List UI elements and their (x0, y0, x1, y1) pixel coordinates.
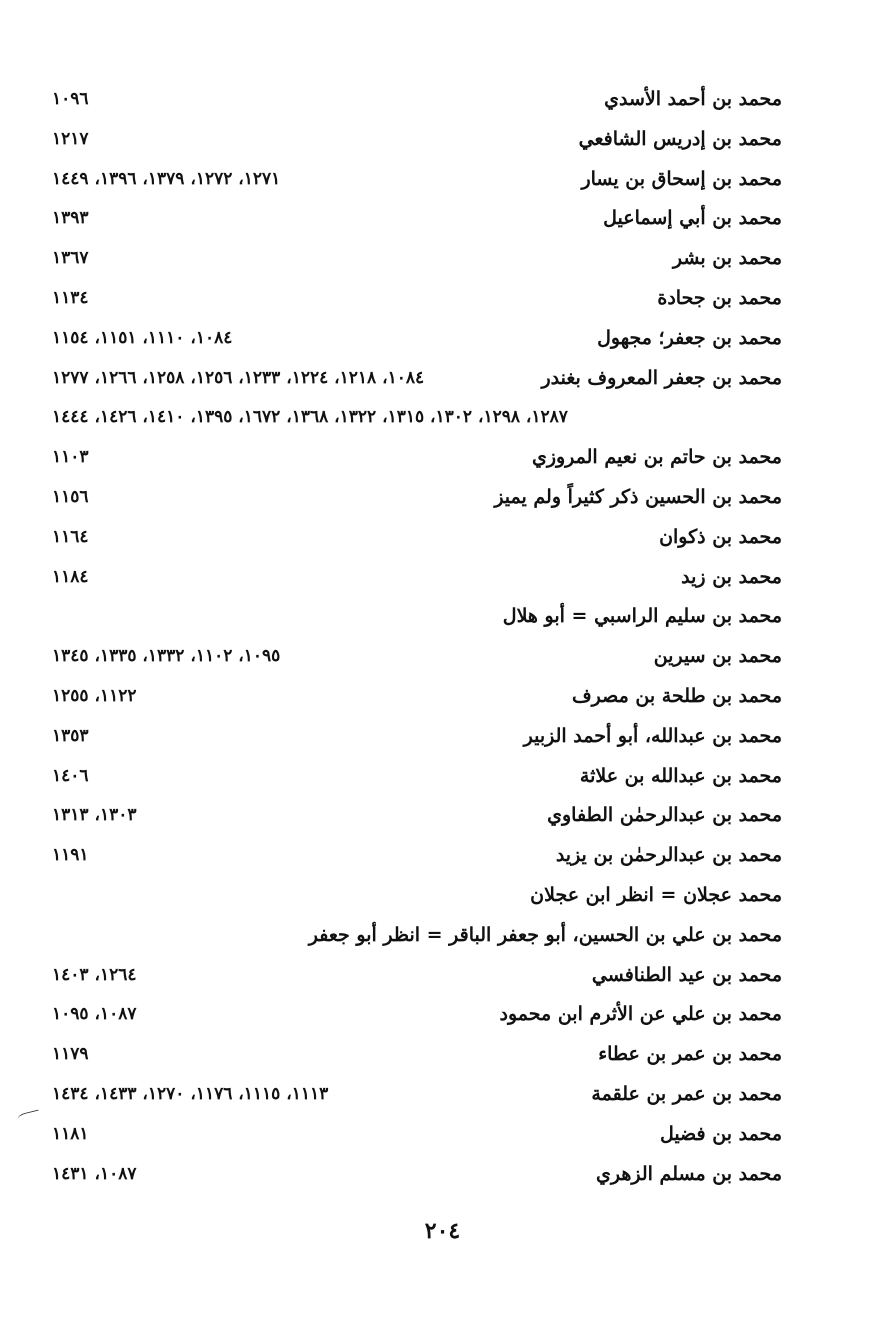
entry-references: ١١١٣، ١١١٥، ١١٧٦، ١٢٧٠، ١٤٣٣، ١٤٣٤ (52, 1083, 329, 1104)
entry-references: ١٢١٧ (52, 128, 89, 149)
index-entry (52, 160, 782, 200)
entry-references: ١٠٨٧، ١٠٩٥ (52, 1004, 137, 1025)
index-entry (52, 558, 782, 598)
index-entry (52, 239, 782, 279)
entry-name: محمد بن عمر بن علقمة (591, 1082, 782, 1105)
index-entry-continuation (52, 398, 782, 438)
index-entry (52, 1075, 782, 1115)
index-entry (52, 995, 782, 1035)
entry-name: محمد بن عبدالرحمٰن بن يزيد (555, 844, 782, 867)
entry-name: محمد بن عيد الطنافسي (591, 963, 782, 986)
entry-references: ١٠٨٤، ١٢١٨، ١٢٢٤، ١٢٣٣، ١٢٥٦، ١٢٥٨، ١٢٦٦، ١٢٧٧ (52, 367, 425, 388)
index-entry (52, 1155, 782, 1195)
entry-references: ١٣٦٧ (52, 248, 89, 269)
entry-name: محمد بن إدريس الشافعي (578, 127, 782, 150)
entry-references: ١٤٠٦ (52, 765, 89, 786)
index-entry (52, 478, 782, 518)
entry-name: محمد بن إسحاق بن يسار (581, 167, 782, 190)
entry-name: محمد بن عبدالله، أبو أحمد الزبير (523, 724, 782, 747)
index-entry (52, 757, 782, 797)
entry-name: محمد بن جحادة (657, 286, 782, 309)
index-entry (52, 796, 782, 836)
index-entry (52, 597, 782, 637)
entry-references: ١١٨١ (52, 1123, 89, 1144)
index-entry (52, 120, 782, 160)
entry-references: ١٠٩٦ (52, 89, 89, 109)
entry-references: ١٣٩٣ (52, 208, 89, 229)
entry-name: محمد بن أحمد الأسدي (604, 88, 782, 110)
index-entry (52, 319, 782, 359)
index-entry (52, 199, 782, 239)
entry-name: محمد بن علي بن الحسين، أبو جعفر الباقر = انظر أبو جعفر (308, 923, 782, 946)
entry-name: محمد بن بشر (672, 247, 782, 270)
entry-references: ١١٣٤ (52, 287, 89, 308)
entry-name: محمد عجلان = انظر ابن عجلان (530, 883, 782, 906)
entry-references: ١١٦٤ (52, 526, 89, 547)
entry-name: محمد بن حاتم بن نعيم المروزي (531, 446, 782, 469)
entry-references: ١٢٦٤، ١٤٠٣ (52, 964, 137, 985)
name-index-list (52, 80, 782, 1194)
entry-name: محمد بن علي عن الأثرم ابن محمود (499, 1003, 782, 1026)
index-entry (52, 518, 782, 558)
index-entry (52, 956, 782, 996)
entry-name: محمد بن ذكوان (659, 525, 782, 548)
index-entry (52, 916, 782, 956)
entry-references: ١١٥٦ (52, 486, 89, 507)
entry-references: ١٠٨٧، ١٤٣١ (52, 1163, 137, 1184)
entry-references: ١١٢٢، ١٢٥٥ (52, 685, 137, 706)
entry-references: ١٣٥٣ (52, 725, 89, 746)
entry-name: محمد بن جعفر المعروف بغندر (541, 366, 782, 389)
entry-name: محمد بن عبدالرحمٰن الطفاوي (547, 804, 782, 827)
index-entry (52, 836, 782, 876)
index-entry (52, 876, 782, 916)
entry-name: محمد بن فضيل (659, 1122, 782, 1145)
entry-name: محمد بن الحسين ذكر كثيراً ولم يميز (494, 485, 782, 508)
entry-references: ١١٠٣ (52, 447, 89, 468)
entry-references: ١٠٩٥، ١١٠٢، ١٣٣٢، ١٣٣٥، ١٣٤٥ (52, 646, 281, 667)
entry-name: محمد بن عمر بن عطاء (598, 1043, 782, 1066)
index-entry (52, 80, 782, 120)
entry-references: ١١٧٩ (52, 1044, 89, 1065)
entry-name: محمد بن طلحة بن مصرف (571, 684, 782, 707)
entry-name: محمد بن زيد (681, 565, 782, 588)
entry-name: محمد بن مسلم الزهري (596, 1162, 782, 1185)
index-entry (52, 677, 782, 717)
entry-name: محمد بن سليم الراسبي = أبو هلال (502, 605, 782, 628)
index-entry (52, 1035, 782, 1075)
index-entry (52, 279, 782, 319)
index-entry (52, 717, 782, 757)
entry-references: ١١٨٤ (52, 566, 89, 587)
index-entry (52, 438, 782, 478)
entry-name: محمد بن عبدالله بن علاثة (579, 764, 782, 787)
entry-references: ١٢٨٧، ١٢٩٨، ١٣٠٢، ١٣١٥، ١٣٢٢، ١٣٦٨، ١٦٧٢، ١٣٩٥، ١٤١٠، ١٤٢٦، ١٤٤٤ (52, 407, 568, 428)
entry-name: محمد بن سيرين (653, 645, 782, 668)
entry-references: ١١٩١ (52, 845, 89, 866)
index-entry (52, 359, 782, 399)
margin-pen-mark (17, 1110, 41, 1126)
index-entry (52, 1115, 782, 1155)
index-entry (52, 637, 782, 677)
entry-references: ١٣٠٣، ١٣١٣ (52, 805, 137, 826)
entry-name: محمد بن أبي إسماعيل (603, 207, 782, 230)
entry-name: محمد بن جعفر؛ مجهول (597, 326, 782, 349)
page-number: ٢٠٤ (424, 1218, 461, 1244)
entry-references: ١٢٧١، ١٢٧٢، ١٣٧٩، ١٣٩٦، ١٤٤٩ (52, 168, 281, 189)
entry-references: ١٠٨٤، ١١١٠، ١١٥١، ١١٥٤ (52, 327, 233, 348)
